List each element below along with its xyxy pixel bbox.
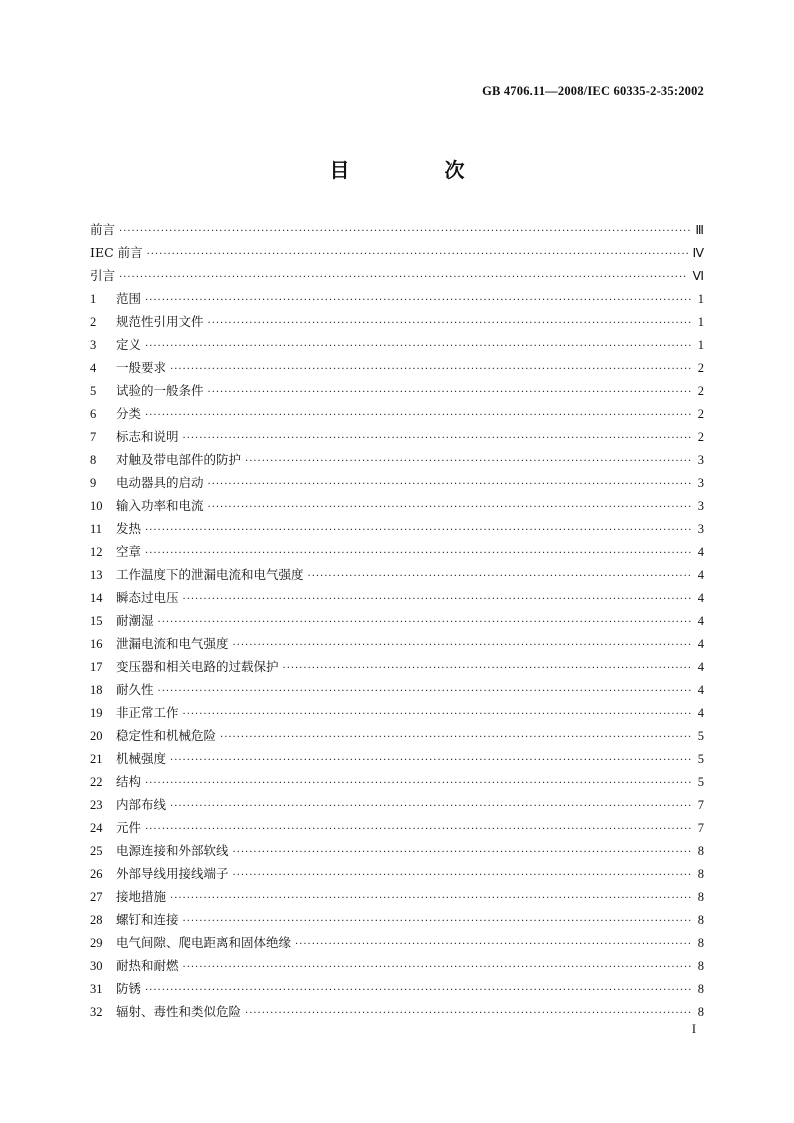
toc-entry[interactable] xyxy=(90,910,704,933)
toc-entry[interactable] xyxy=(90,703,704,726)
toc-leader-dots xyxy=(145,824,692,835)
toc-leader-dots xyxy=(170,364,692,375)
toc-entry-label: 电动器具的启动 xyxy=(116,475,204,490)
toc-leader-dots xyxy=(145,985,692,996)
toc-entry[interactable] xyxy=(90,266,704,289)
toc-entry-number: 9 xyxy=(90,476,97,490)
toc-entry-number: 10 xyxy=(90,499,103,513)
toc-leader-dots xyxy=(220,732,692,743)
toc-entry-label: 标志和说明 xyxy=(116,429,179,444)
toc-entry-number: 11 xyxy=(90,522,103,536)
toc-entry-page: 5 xyxy=(697,729,704,743)
toc-entry-page: 1 xyxy=(697,338,704,352)
toc-entry-page: 4 xyxy=(697,660,704,674)
toc-entry-number: 16 xyxy=(90,637,103,651)
toc-entry-label: 范围 xyxy=(116,291,142,306)
toc-entry[interactable] xyxy=(90,542,704,565)
toc-entry-page: 4 xyxy=(697,706,704,720)
toc-entry-label: 前言 xyxy=(90,222,116,237)
toc-entry-label: 耐久性 xyxy=(116,682,154,697)
toc-entry-page: Ⅵ xyxy=(692,269,704,283)
toc-entry-number: 27 xyxy=(90,890,103,904)
toc-entry-page: 2 xyxy=(697,430,704,444)
toc-entry[interactable] xyxy=(90,289,704,312)
toc-leader-dots xyxy=(208,502,692,513)
toc-entry[interactable] xyxy=(90,565,704,588)
toc-leader-dots xyxy=(245,456,692,467)
toc-leader-dots xyxy=(233,870,692,881)
toc-entry-page: 2 xyxy=(697,384,704,398)
toc-leader-dots xyxy=(283,663,692,674)
toc-entry-number: 18 xyxy=(90,683,103,697)
toc-entry-number: 14 xyxy=(90,591,103,605)
toc-entry-number: 1 xyxy=(90,292,97,306)
toc-entry[interactable] xyxy=(90,818,704,841)
toc-leader-dots xyxy=(233,847,692,858)
page-number: I xyxy=(691,1022,696,1036)
toc-entry-number: 2 xyxy=(90,315,97,329)
toc-entry-page: 2 xyxy=(697,361,704,375)
toc-entry-label: 稳定性和机械危险 xyxy=(116,728,217,743)
toc-entry-label: 发热 xyxy=(116,521,142,536)
toc-leader-dots xyxy=(208,318,692,329)
toc-entry-number: 26 xyxy=(90,867,103,881)
toc-entry-page: 8 xyxy=(697,890,704,904)
toc-leader-dots xyxy=(158,617,692,628)
toc-leader-dots xyxy=(170,755,692,766)
toc-entry[interactable] xyxy=(90,381,704,404)
toc-entry-page: 8 xyxy=(697,844,704,858)
toc-entry-page: 4 xyxy=(697,637,704,651)
toc-entry-number: 30 xyxy=(90,959,103,973)
toc-entry-page: 7 xyxy=(697,798,704,812)
toc-entry[interactable] xyxy=(90,404,704,427)
toc-entry-page: 7 xyxy=(697,821,704,835)
toc-leader-dots xyxy=(295,939,692,950)
toc-entry[interactable] xyxy=(90,634,704,657)
toc-entry-page: 4 xyxy=(697,545,704,559)
toc-entry-label: 变压器和相关电路的过载保护 xyxy=(116,659,279,674)
toc-entry-page: 3 xyxy=(697,522,704,536)
toc-leader-dots xyxy=(145,778,692,789)
toc-entry-label: 分类 xyxy=(116,406,142,421)
toc-entry-number: 3 xyxy=(90,338,97,352)
toc-entry[interactable] xyxy=(90,243,704,266)
toc-entry[interactable] xyxy=(90,772,704,795)
toc-entry-page: Ⅳ xyxy=(692,246,704,260)
toc-leader-dots xyxy=(233,640,692,651)
toc-entry-page: 8 xyxy=(697,913,704,927)
toc-entry-page: 3 xyxy=(697,476,704,490)
toc-entry-label: 规范性引用文件 xyxy=(116,314,204,329)
toc-entry[interactable] xyxy=(90,588,704,611)
toc-leader-dots xyxy=(145,341,692,352)
toc-entry-label: 防锈 xyxy=(116,981,142,996)
toc-entry-label: 电气间隙、爬电距离和固体绝缘 xyxy=(116,935,292,950)
toc-entry-label: 机械强度 xyxy=(116,751,167,766)
toc-leader-dots xyxy=(119,226,691,237)
toc-leader-dots xyxy=(119,272,688,283)
toc-entry-page: 3 xyxy=(697,453,704,467)
toc-entry-label: 泄漏电流和电气强度 xyxy=(116,636,229,651)
toc-leader-dots xyxy=(145,525,692,536)
toc-entry-number: 5 xyxy=(90,384,97,398)
toc-entry-page: 1 xyxy=(697,292,704,306)
toc-entry-page: 1 xyxy=(697,315,704,329)
toc-entry-number: 15 xyxy=(90,614,103,628)
toc-entry-number: 19 xyxy=(90,706,103,720)
toc-entry[interactable] xyxy=(90,956,704,979)
toc-entry-label: 内部布线 xyxy=(116,797,167,812)
toc-entry-number: 21 xyxy=(90,752,103,766)
toc-entry-page: 8 xyxy=(697,867,704,881)
toc-leader-dots xyxy=(183,709,692,720)
toc-entry[interactable] xyxy=(90,1002,704,1025)
toc-entry-number: 23 xyxy=(90,798,103,812)
toc-entry-label: 定义 xyxy=(116,337,142,352)
table-of-contents xyxy=(90,220,704,1025)
toc-entry[interactable] xyxy=(90,473,704,496)
toc-entry[interactable] xyxy=(90,427,704,450)
toc-entry-number: 20 xyxy=(90,729,103,743)
toc-leader-dots xyxy=(158,686,692,697)
toc-entry-page: 3 xyxy=(697,499,704,513)
toc-entry-label: 螺钉和连接 xyxy=(116,912,179,927)
toc-entry-number: 32 xyxy=(90,1005,103,1019)
toc-entry[interactable] xyxy=(90,312,704,335)
toc-entry-label: 电源连接和外部软线 xyxy=(116,843,229,858)
toc-entry-number: 8 xyxy=(90,453,97,467)
toc-leader-dots xyxy=(170,801,692,812)
toc-entry-number: 28 xyxy=(90,913,103,927)
toc-entry-page: 4 xyxy=(697,568,704,582)
document-code: GB 4706.11—2008/IEC 60335-2-35:2002 xyxy=(482,84,704,98)
toc-entry-label: 接地措施 xyxy=(116,889,167,904)
page-title: 目 次 xyxy=(329,158,509,182)
toc-entry-page: 4 xyxy=(697,591,704,605)
toc-entry[interactable] xyxy=(90,680,704,703)
toc-entry-label: 耐潮湿 xyxy=(116,613,154,628)
toc-entry-label: 元件 xyxy=(116,820,142,835)
toc-entry-number: 7 xyxy=(90,430,97,444)
toc-leader-dots xyxy=(183,962,692,973)
toc-entry-label: 空章 xyxy=(116,544,142,559)
toc-entry-page: 8 xyxy=(697,936,704,950)
toc-entry-page: Ⅲ xyxy=(695,223,704,237)
toc-entry-page: 8 xyxy=(697,982,704,996)
toc-leader-dots xyxy=(183,916,692,927)
toc-leader-dots xyxy=(145,295,692,306)
toc-entry[interactable] xyxy=(90,496,704,519)
toc-entry-number: 24 xyxy=(90,821,103,835)
toc-entry-number: 4 xyxy=(90,361,97,375)
toc-entry-number: 22 xyxy=(90,775,103,789)
toc-entry-label: 瞬态过电压 xyxy=(116,590,179,605)
toc-entry[interactable] xyxy=(90,335,704,358)
toc-leader-dots xyxy=(147,249,689,260)
toc-leader-dots xyxy=(170,893,692,904)
toc-leader-dots xyxy=(208,479,692,490)
toc-entry[interactable] xyxy=(90,220,704,243)
toc-entry[interactable] xyxy=(90,933,704,956)
toc-leader-dots xyxy=(145,410,692,421)
toc-entry-label: 结构 xyxy=(116,774,142,789)
toc-entry-label: 辐射、毒性和类似危险 xyxy=(116,1004,242,1019)
toc-entry[interactable] xyxy=(90,979,704,1002)
toc-entry[interactable] xyxy=(90,611,704,634)
toc-entry[interactable] xyxy=(90,519,704,542)
toc-entry-label: 耐热和耐燃 xyxy=(116,958,179,973)
toc-entry[interactable] xyxy=(90,795,704,818)
toc-leader-dots xyxy=(308,571,692,582)
toc-entry-label: 引言 xyxy=(90,268,116,283)
toc-entry-number: 13 xyxy=(90,568,103,582)
toc-entry-number: 29 xyxy=(90,936,103,950)
toc-entry[interactable] xyxy=(90,749,704,772)
toc-entry-page: 5 xyxy=(697,752,704,766)
toc-entry[interactable] xyxy=(90,657,704,680)
toc-entry-page: 2 xyxy=(697,407,704,421)
toc-entry-number: 17 xyxy=(90,660,103,674)
toc-entry-label: 试验的一般条件 xyxy=(116,383,204,398)
toc-leader-dots xyxy=(183,594,692,605)
toc-entry-label: 一般要求 xyxy=(116,360,167,375)
toc-entry-page: 8 xyxy=(697,959,704,973)
toc-entry[interactable] xyxy=(90,887,704,910)
toc-entry-label: 外部导线用接线端子 xyxy=(116,866,229,881)
toc-entry-number: 25 xyxy=(90,844,103,858)
toc-entry-number: 6 xyxy=(90,407,97,421)
toc-entry-page: 5 xyxy=(697,775,704,789)
toc-entry-label: 非正常工作 xyxy=(116,705,179,720)
toc-entry-page: 8 xyxy=(697,1005,704,1019)
toc-entry-label: IEC 前言 xyxy=(90,245,143,260)
toc-entry-label: 输入功率和电流 xyxy=(116,498,204,513)
toc-leader-dots xyxy=(183,433,692,444)
toc-entry-number: 31 xyxy=(90,982,103,996)
toc-entry-number: 12 xyxy=(90,545,103,559)
toc-entry-label: 对触及带电部件的防护 xyxy=(116,452,242,467)
toc-entry-label: 工作温度下的泄漏电流和电气强度 xyxy=(116,567,304,582)
toc-entry[interactable] xyxy=(90,864,704,887)
toc-entry[interactable] xyxy=(90,358,704,381)
toc-leader-dots xyxy=(145,548,692,559)
toc-leader-dots xyxy=(208,387,692,398)
toc-entry[interactable] xyxy=(90,841,704,864)
toc-leader-dots xyxy=(245,1008,692,1019)
toc-entry[interactable] xyxy=(90,450,704,473)
toc-entry-page: 4 xyxy=(697,614,704,628)
toc-entry[interactable] xyxy=(90,726,704,749)
toc-entry-page: 4 xyxy=(697,683,704,697)
